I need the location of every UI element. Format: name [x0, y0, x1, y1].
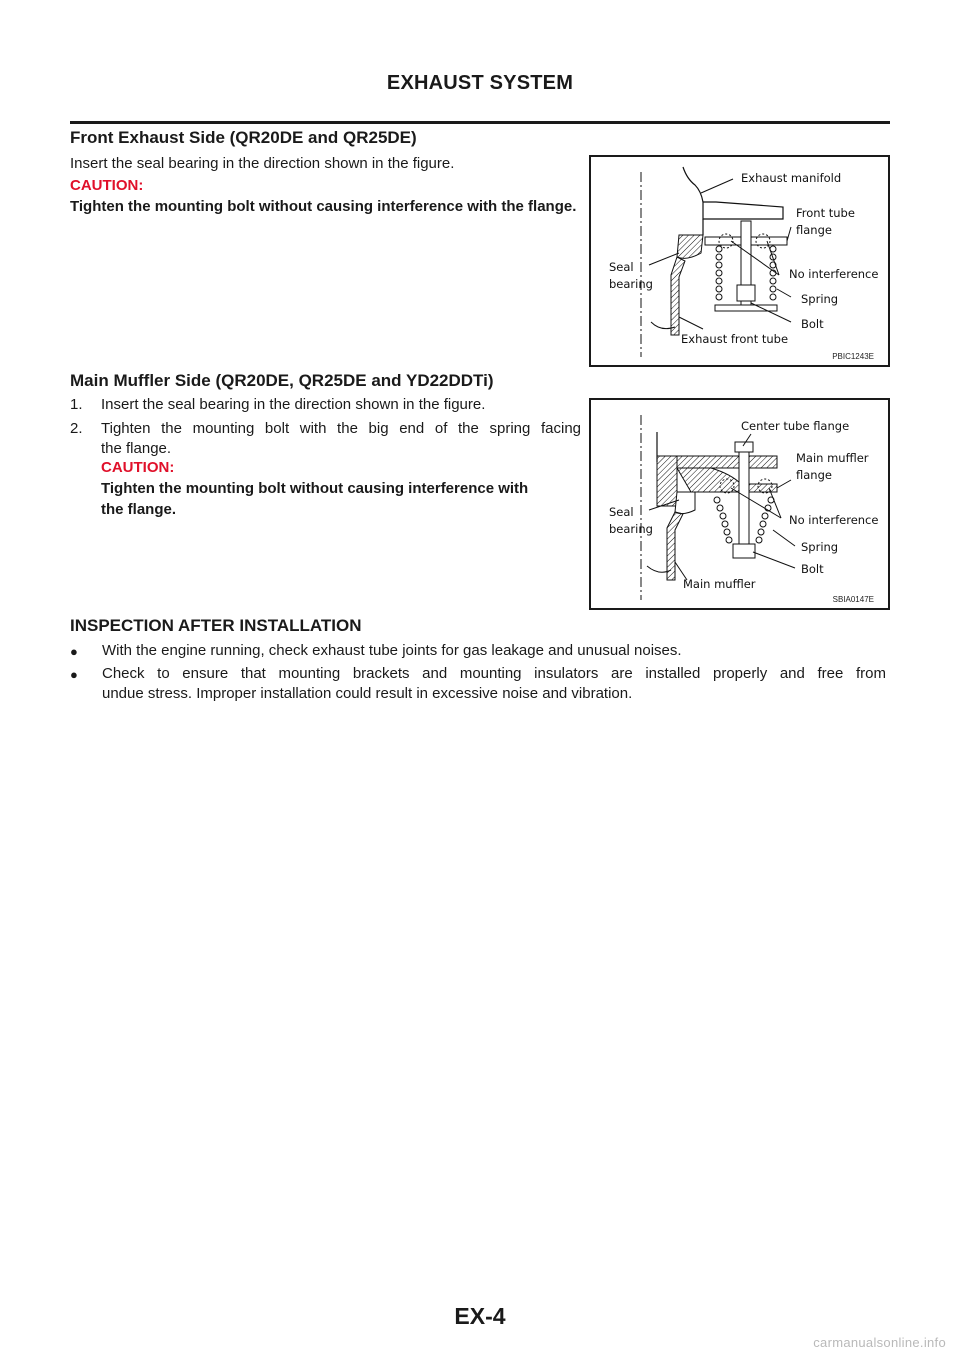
inspection-bullet-2-line2: undue stress. Improper installation could result in excessive noise and vibration.	[102, 685, 633, 702]
figure-main-muffler	[589, 398, 890, 610]
step-2-text-line2: the flange.	[101, 440, 172, 457]
label-spring: Spring	[801, 540, 839, 554]
label-seal-bearing-2: bearing	[609, 277, 653, 291]
label-no-interference: No interference	[789, 267, 879, 281]
front-exhaust-diagram	[591, 157, 888, 365]
label-bolt: Bolt	[801, 562, 824, 576]
label-bolt: Bolt	[801, 317, 824, 331]
main-caution-line1: Tighten the mounting bolt without causing interference with	[101, 480, 529, 497]
main-muffler-diagram	[591, 400, 888, 608]
label-front-tube-flange-1: Front tube	[796, 206, 855, 220]
front-caution-text: Tighten the mounting bolt without causing interference with the flange.	[70, 198, 577, 215]
step-1-number: 1.	[70, 396, 83, 413]
label-main-muffler-flange-1: Main muffler	[796, 451, 869, 465]
main-caution-label: CAUTION:	[101, 459, 175, 476]
inspection-bullet-1	[70, 642, 890, 662]
inspection-bullet-2	[70, 665, 890, 707]
label-seal-bearing-1: Seal	[609, 505, 634, 519]
label-front-tube-flange-2: flange	[796, 223, 832, 237]
figure-code-main: SBIA0147E	[832, 595, 874, 604]
figure-front-exhaust	[589, 155, 890, 367]
label-center-tube-flange: Center tube flange	[741, 419, 850, 433]
page-title: EXHAUST SYSTEM	[386, 72, 574, 94]
label-spring: Spring	[801, 292, 839, 306]
label-main-muffler: Main muffler	[683, 577, 756, 591]
step-2	[70, 420, 582, 462]
title-rule	[70, 121, 890, 124]
step-2-text-line1: Tighten the mounting bolt with the big end of the spring facing	[101, 420, 581, 437]
step-2-number: 2.	[70, 420, 83, 437]
step-1	[70, 396, 582, 416]
front-caution-label: CAUTION:	[70, 177, 144, 194]
label-main-muffler-flange-2: flange	[796, 468, 832, 482]
section-heading-front: Front Exhaust Side (QR20DE and QR25DE)	[70, 128, 417, 147]
figure-code-front: PBIC1243E	[832, 352, 874, 361]
step-1-text: Insert the seal bearing in the direction shown in the figure.	[101, 396, 486, 413]
inspection-bullet-1-text: With the engine running, check exhaust tube joints for gas leakage and unusual noises.	[102, 642, 682, 659]
section-heading-inspection: INSPECTION AFTER INSTALLATION	[70, 616, 362, 635]
label-exhaust-manifold: Exhaust manifold	[741, 171, 842, 185]
bullet-icon: ●	[70, 644, 78, 659]
section-heading-main: Main Muffler Side (QR20DE, QR25DE and YD22DDTi)	[70, 371, 494, 390]
watermark: carmanualsonline.info	[813, 1335, 946, 1350]
front-instruction: Insert the seal bearing in the direction shown in the figure.	[70, 155, 455, 172]
bullet-icon: ●	[70, 667, 78, 682]
main-caution-line2: the flange.	[101, 501, 177, 518]
page-number: EX-4	[454, 1303, 506, 1329]
label-no-interference: No interference	[789, 513, 879, 527]
inspection-bullet-2-line1: Check to ensure that mounting brackets and mounting insulators are installed properly and free from	[102, 665, 886, 682]
label-seal-bearing-1: Seal	[609, 260, 634, 274]
label-seal-bearing-2: bearing	[609, 522, 653, 536]
label-exhaust-front-tube: Exhaust front tube	[681, 332, 789, 346]
